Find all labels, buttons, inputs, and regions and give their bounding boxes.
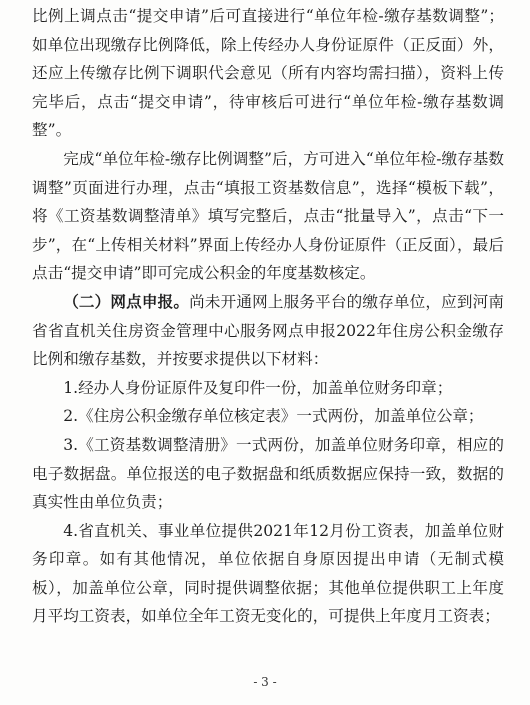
list-item-3-text: 3.《工资基数调整清册》一式两份，加盖单位财务印章，相应的电子数据盘。单位报送的电子数据盘和纸质数据应保持一致，数据的真实性由单位负责； [32, 435, 504, 512]
paragraph-2 [32, 145, 504, 288]
section-heading: （二）网点申报。 [63, 291, 190, 311]
list-item-1 [32, 374, 504, 403]
list-item-4-text: 4.省直机关、事业单位提供2021年12月份工资表，加盖单位财务印章。如有其他情况，单位依据自身原因提出申请（无制式模板），加盖单位公章，同时提供调整依据；其他单位提供职工上年度月平均工资表，如单位全年工资无变化的，可提供上年度月工资表； [32, 521, 504, 626]
paragraph-1-text: 比例上调点击“提交申请”后可直接进行“单位年检-缴存基数调整”；如单位出现缴存比例降低，除上传经办人身份证原件（正反面）外，还应上传缴存比例下调职代会意见（所有内容均需扫描），资料上传完毕后，点击“提交申请”，待审核后可进行“单位年检-缴存基数调整”。 [32, 7, 504, 140]
list-item-3 [32, 431, 504, 517]
page-number: - 3 - [253, 675, 277, 689]
paragraph-3-text: 尚未开通网上服务平台的缴存单位，应到河南省省直机关住房资金管理中心服务网点申报2022年住房公积金缴存比例和缴存基数，并按要求提供以下材料： [32, 292, 504, 369]
document-body [32, 2, 504, 631]
paragraph-1 [32, 2, 504, 145]
paragraph-2-text: 完成“单位年检-缴存比例调整”后，方可进入“单位年检-缴存基数调整”页面进行办理，点击“填报工资基数信息”，选择“模板下载”，将《工资基数调整清单》填写完整后，点击“批量导入”，点击“下一步”，在“上传相关材料”界面上传经办人身份证原件（正反面），最后点击“提交申请”即可完成公积金的年度基数核定。 [32, 149, 504, 283]
list-item-2 [32, 402, 504, 431]
paragraph-3 [32, 288, 504, 374]
list-item-2-text: 2.《住房公积金缴存单位核定表》一式两份，加盖单位公章； [63, 407, 484, 426]
list-item-4 [32, 517, 504, 631]
list-item-1-text: 1.经办人身份证原件及复印件一份，加盖单位财务印章； [63, 378, 453, 397]
